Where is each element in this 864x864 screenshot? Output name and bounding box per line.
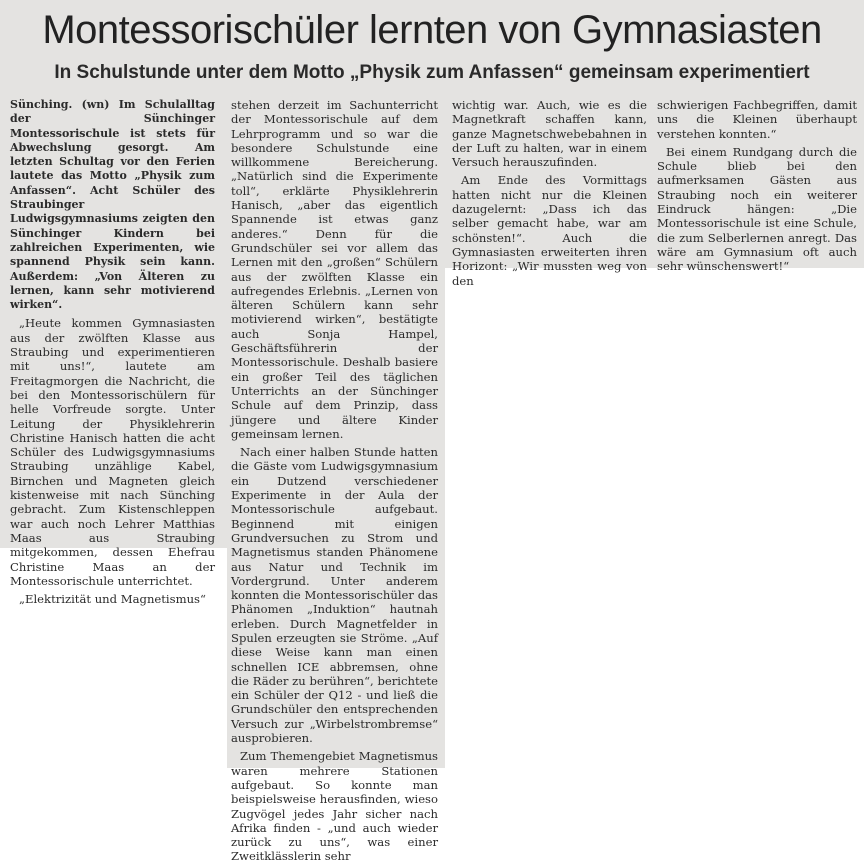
paragraph: „Elektrizität und Magnetismus“: [19, 592, 206, 607]
article-column-3: [452, 98, 647, 288]
article-headline: Montessorischüler lernten von Gymnasiasten: [42, 8, 822, 52]
paragraph: stehen derzeit im Sachunterricht der Montessorischule auf dem Lehrprogramm und so war die besondere Schulstunde eine willkommene Bereicherung. „Natürlich sind die Experimente toll“, erklärte Physiklehrerin Hanisch, „aber das eigentlich Spannende ist etwas ganz anderes.“ Denn für die Grundschüler sei vor allem das Lernen mit den „großen“ Schülern aus der zwölften Klasse ein aufregendes Erlebnis. „Lernen von älteren Schülern kann sehr motivierend wirken“, bestätigte auch Sonja Hampel, Geschäftsführerin der Montessorischule. Deshalb basiere ein großer Teil des täglichen Unterrichts an der Sünchinger Schule auf dem Prinzip, dass jüngere und ältere Kinder gemeinsam lernen.: [231, 98, 438, 441]
paragraph: Zum Themengebiet Magnetismus waren mehrere Stationen aufgebaut. So konnte man beispielsweise herausfinden, wieso Zugvögel jedes Jahr sicher nach Afrika finden - „und auch wieder zurück zu uns“, was einer Zweitklässlerin sehr: [231, 749, 438, 864]
article-lead: Sünching. (wn) Im Schulalltag der Sünchinger Montessorischule ist stets für Abwechslung gesorgt. Am letzten Schultag vor den Ferien lautete das Motto „Physik zum Anfassen“. Acht Schüler des Straubinger Ludwigsgymnasiums zeigten den Sünchinger Kindern bei zahlreichen Experimenten, wie spannend Physik sein kann. Außerdem: „Von Älteren zu lernen, kann sehr motivierend wirken“.: [10, 98, 215, 312]
paragraph: Nach einer halben Stunde hatten die Gäste vom Ludwigsgymnasium ein Dutzend verschiedener Experimente in der Aula der Montessorischule aufgebaut. Beginnend mit einigen Grundversuchen zu Strom und Magnetismus standen Phänomene aus Natur und Technik im Vordergrund. Unter anderem konnten die Montessorischüler das Phänomen „Induktion“ hautnah erleben. Durch Magnetfelder in Spulen erzeugten sie Ströme. „Auf diese Weise kann man einen schnellen ICE abbremsen, ohne die Räder zu berühren“, berichtete ein Schüler der Q12 - und ließ die Grundschüler den entsprechenden Versuch zur „Wirbelstrombremse“ ausprobieren.: [231, 445, 438, 746]
paragraph: wichtig war. Auch, wie es die Magnetkraft schaffen kann, ganze Magnetschwebebahnen in der Luft zu halten, war in einem Versuch herauszufinden.: [452, 98, 647, 170]
article-subheadline: In Schulstunde unter dem Motto „Physik zum Anfassen“ gemeinsam experimentiert: [54, 62, 810, 83]
article-column-2: [231, 98, 438, 864]
paragraph: schwierigen Fachbegriffen, damit uns die Kleinen überhaupt verstehen konnten.“: [657, 98, 857, 141]
paragraph: Bei einem Rundgang durch die Schule blieb bei den aufmerksamen Gästen aus Straubing noch ein weiterer Eindruck hängen: „Die Montessorischule ist eine Schule, die zum Selberlernen anregt. Das wäre am Gymnasium oft auch sehr wünschenswert!“: [657, 144, 857, 274]
article-column-1: [10, 98, 215, 606]
paragraph: „Heute kommen Gymnasiasten aus der zwölften Klasse aus Straubing und experimentieren mit uns!“, lautete am Freitagmorgen die Nachricht, die bei den Montessorischülern für helle Vorfreude sorgte. Unter Leitung der Physiklehrerin Christine Hanisch hatten die acht Schüler des Ludwigsgymnasiums Straubing unzählige Kabel, Birnchen und Magneten gleich kistenweise mit nach Sünching gebracht. Zum Kistenschleppen war auch noch Lehrer Matthias Maas aus Straubing mitgekommen, dessen Ehefrau Christine Maas an der Montessorischule unterrichtet.: [10, 316, 215, 588]
article-column-4: [657, 98, 857, 274]
paragraph: Am Ende des Vormittags hatten nicht nur die Kleinen dazugelernt: „Dass ich das selber gemacht habe, war am schönsten!“. Auch die Gymnasiasten erweiterten ihren Horizont: „Wir mussten weg von den: [452, 173, 647, 288]
